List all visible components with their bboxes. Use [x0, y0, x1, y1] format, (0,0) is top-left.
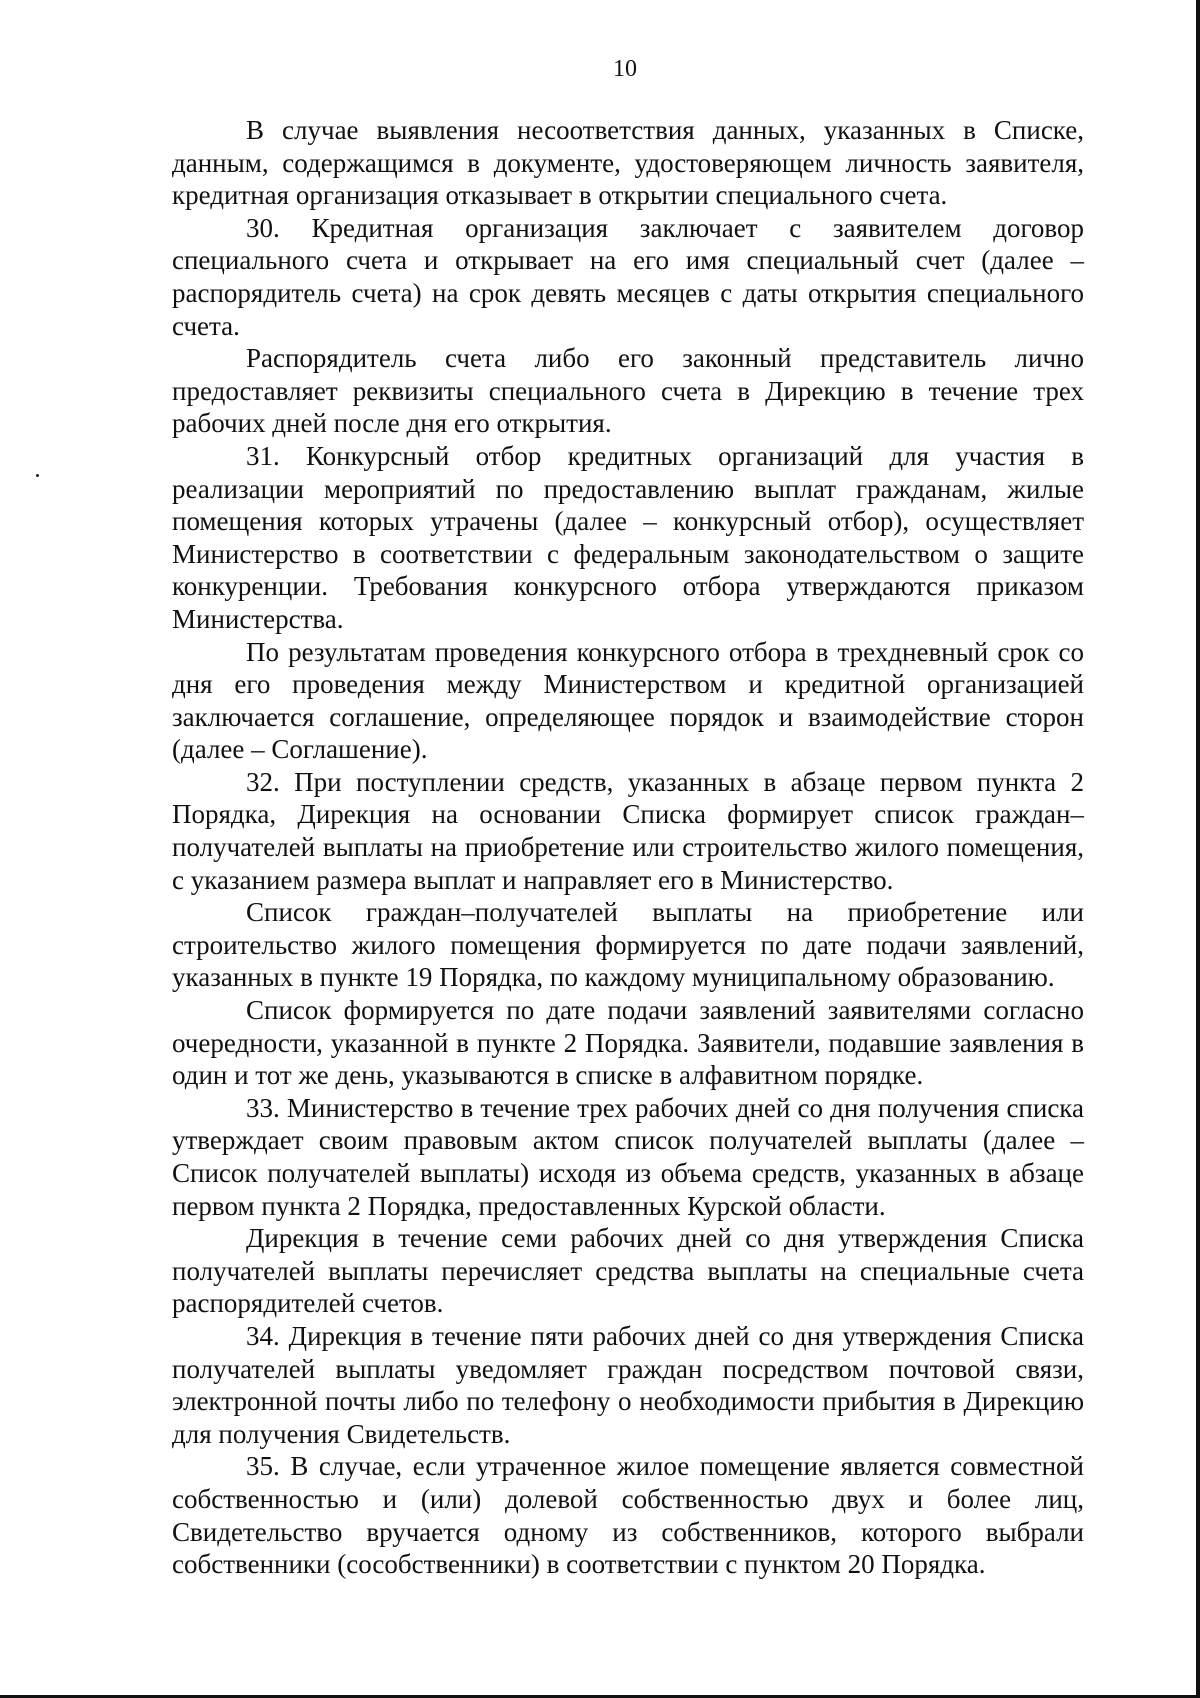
paragraph: В случае выявления несоответствия данных, указанных в Списке, данным, содержащимся в документе, удостоверяющем личность заявителя, кредитная организация отказывает в открытии специального счета.	[172, 115, 1084, 211]
document-body	[172, 114, 1084, 1581]
page-number: 10	[613, 56, 637, 82]
paragraph: 31. Конкурсный отбор кредитных организаций для участия в реализации мероприятий по предоставлению выплат гражданам, жилые помещения которых утрачены (далее – конкурсный отбор), осуществляет Министерство в соответствии с федеральным законодательством о защите конкуренции. Требования конкурсного отбора утверждаются приказом Министерства.	[172, 440, 1084, 634]
paragraph: 34. Дирекция в течение пяти рабочих дней со дня утверждения Списка получателей выплаты уведомляет граждан посредством почтовой связи, электронной почты либо по телефону о необходимости прибытия в Дирекцию для получения Свидетельств.	[172, 1320, 1084, 1449]
paragraph: По результатам проведения конкурсного отбора в трехдневный срок со дня его проведения между Министерством и кредитной организацией заключается соглашение, определяющее порядок и взаимодействие сторон (далее – Соглашение).	[172, 636, 1084, 765]
paragraph: Список граждан–получателей выплаты на приобретение или строительство жилого помещения формируется по дате подачи заявлений, указанных в пункте 19 Порядка, по каждому муниципальному образованию.	[172, 897, 1084, 993]
paragraph: 32. При поступлении средств, указанных в абзаце первом пункта 2 Порядка, Дирекция на основании Списка формирует список граждан–получателей выплаты на приобретение или строительство жилого помещения, с указанием размера выплат и направляет его в Министерство.	[172, 766, 1084, 895]
paragraph: Дирекция в течение семи рабочих дней со дня утверждения Списка получателей выплаты перечисляет средства выплаты на специальные счета распорядителей счетов.	[172, 1223, 1084, 1319]
scan-speck	[36, 474, 39, 477]
paragraph: Список формируется по дате подачи заявлений заявителями согласно очередности, указанной в пункте 2 Порядка. Заявители, подавшие заявления в один и тот же день, указываются в списке в алфавитном порядке.	[172, 995, 1084, 1091]
paragraph: 30. Кредитная организация заключает с заявителем договор специального счета и открывает на его имя специальный счет (далее – распорядитель счета) на срок девять месяцев с даты открытия специального счета.	[172, 212, 1084, 341]
paragraph: 35. В случае, если утраченное жилое помещение является совместной собственностью и (или) долевой собственностью двух и более лиц, Свидетельство вручается одному из собственников, которого выбрали собственники (сособственники) в соответствии с пунктом 20 Порядка.	[172, 1451, 1084, 1580]
paragraph: Распорядитель счета либо его законный представитель лично предоставляет реквизиты специального счета в Дирекцию в течение трех рабочих дней после дня его открытия.	[172, 343, 1084, 439]
scan-edge-right	[1196, 0, 1200, 1698]
paragraph: 33. Министерство в течение трех рабочих дней со дня получения списка утверждает своим правовым актом список получателей выплаты (далее – Список получателей выплаты) исходя из объема средств, указанных в абзаце первом пункта 2 Порядка, предоставленных Курской области.	[172, 1092, 1084, 1221]
